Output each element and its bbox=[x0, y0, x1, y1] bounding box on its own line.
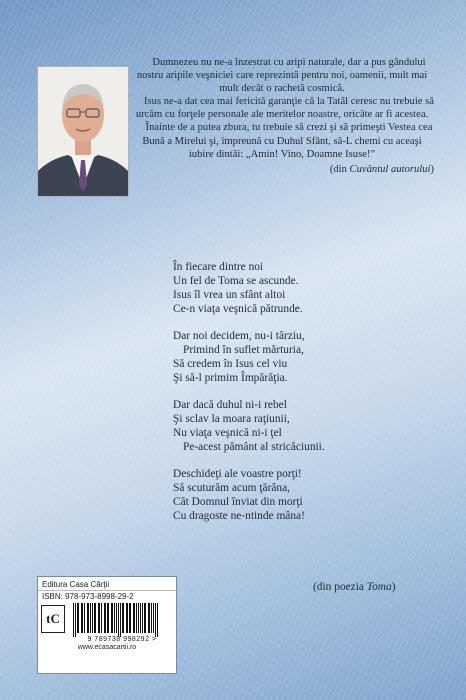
foreword-cite-suffix: ) bbox=[430, 163, 434, 175]
barcode-bar bbox=[111, 603, 113, 633]
publisher-name: Editura Casa Cărţii bbox=[38, 577, 176, 591]
barcode-bar bbox=[84, 603, 85, 633]
barcode-bar bbox=[155, 603, 156, 637]
barcode-bar bbox=[77, 603, 79, 633]
poem-stanza-2 bbox=[173, 329, 443, 385]
poem-stanza-1 bbox=[173, 260, 443, 316]
poem-cite-suffix: ) bbox=[391, 581, 396, 593]
poem-line: Un fel de Toma se ascunde. bbox=[173, 275, 299, 287]
publisher-logo-icon: tC bbox=[41, 605, 65, 633]
poem-line: Primind în suflet mărturia, bbox=[183, 344, 304, 356]
publisher-box bbox=[37, 576, 177, 674]
poem-stanza-3 bbox=[173, 398, 443, 454]
barcode-bar bbox=[98, 603, 100, 633]
poem-line: În fiecare dintre noi bbox=[173, 261, 264, 273]
poem-citation bbox=[313, 581, 395, 593]
barcode-bar bbox=[75, 603, 76, 637]
poem-line: Şi sclav la moara raţiunii, bbox=[173, 413, 290, 425]
poem-line: Dar dacă duhul ni-i rebel bbox=[173, 399, 287, 411]
barcode-bar bbox=[148, 603, 150, 633]
barcode-bar bbox=[116, 603, 117, 633]
barcode-bar bbox=[92, 603, 93, 633]
barcode-bar bbox=[151, 603, 152, 633]
poem-line: Să credem în Isus cel viu bbox=[173, 358, 288, 370]
barcode-digits: 9 789738 998292 > bbox=[87, 636, 157, 643]
author-foreword bbox=[130, 56, 434, 176]
poem-line: Să scuturăm acum ţărâna, bbox=[173, 482, 291, 494]
barcode-bar bbox=[107, 603, 109, 633]
barcode-bar bbox=[142, 603, 143, 633]
barcode-bar bbox=[129, 603, 131, 633]
poem-excerpt bbox=[173, 260, 443, 536]
barcode-bar bbox=[122, 603, 124, 633]
author-portrait-image bbox=[38, 67, 128, 196]
poem-cite-title: Toma bbox=[366, 581, 392, 593]
poem-line: Pe-acest pământ al stricăciunii. bbox=[183, 441, 325, 453]
poem-line: Dar noi decidem, nu-i târziu, bbox=[173, 330, 305, 342]
barcode-bar bbox=[94, 603, 96, 633]
barcode-bar bbox=[90, 603, 91, 633]
barcode-bar bbox=[138, 603, 139, 633]
barcode-bar bbox=[120, 603, 121, 637]
publisher-logo-row bbox=[38, 603, 176, 643]
foreword-citation bbox=[130, 163, 434, 176]
barcode-bars bbox=[71, 603, 173, 637]
barcode-bar bbox=[81, 603, 83, 633]
foreword-cite-prefix: (din bbox=[329, 163, 350, 175]
barcode-bar bbox=[133, 603, 135, 633]
author-photo bbox=[37, 66, 129, 197]
barcode-bar bbox=[144, 603, 146, 633]
barcode-bar bbox=[140, 603, 141, 633]
foreword-cite-title: Cuvântul autorului bbox=[349, 163, 431, 175]
barcode bbox=[71, 603, 173, 643]
barcode-bar bbox=[87, 603, 89, 633]
barcode-bar bbox=[118, 603, 119, 637]
poem-line: Ce-n viaţa veşnică pătrunde. bbox=[173, 303, 303, 315]
foreword-paragraph-2: Isus ne-a dat cea mai fericită garanţie că la Tatăl ceresc nu trebuie să urcăm cu forţele personale ale meritelor noastre, oricâte ar fi acestea. bbox=[135, 96, 434, 121]
barcode-bar bbox=[157, 603, 158, 637]
foreword-paragraph-3: Înainte de a putea zbura, tu trebuie să crezi şi să primeşti Vestea cea Bună a Mirelui şi, împreună cu Duhul Sfânt, să-L chemi cu aceaşi iubire dintâi: „Amin! Vino, Doamne Isuse!” bbox=[142, 122, 433, 160]
barcode-bar bbox=[153, 603, 154, 633]
foreword-paragraph-1: Dumnezeu nu ne-a înzestrat cu aripi naturale, dar a pus gândului nostru aripile veşniciei care reprezintă pentru noi, oamenii, mult mai mult decât o rachetă cosmică. bbox=[136, 57, 428, 95]
isbn-label: ISBN: 978-973-8998-29-2 bbox=[42, 592, 134, 601]
poem-line: Cu dragoste ne-ntinde mâna! bbox=[173, 510, 305, 522]
poem-line: Cât Domnul înviat din morţi bbox=[173, 496, 303, 508]
poem-line: Deschideţi ale voastre porţi! bbox=[173, 468, 302, 480]
poem-line: Isus îl vrea un sfânt altoi bbox=[173, 289, 286, 301]
barcode-bar bbox=[136, 603, 137, 633]
barcode-bar bbox=[126, 603, 128, 633]
poem-line: Nu viaţa veşnică ni-i ţel bbox=[173, 427, 282, 439]
poem-line: Şi să-l primim Împărăţia. bbox=[173, 372, 288, 384]
poem-stanza-4 bbox=[173, 467, 443, 523]
publisher-website: www.ecasacartii.ro bbox=[77, 644, 137, 651]
poem-cite-prefix: (din poezia bbox=[313, 581, 367, 593]
barcode-bar bbox=[101, 603, 102, 633]
barcode-bar bbox=[104, 603, 106, 633]
barcode-bar bbox=[73, 603, 74, 637]
barcode-bar bbox=[114, 603, 115, 633]
